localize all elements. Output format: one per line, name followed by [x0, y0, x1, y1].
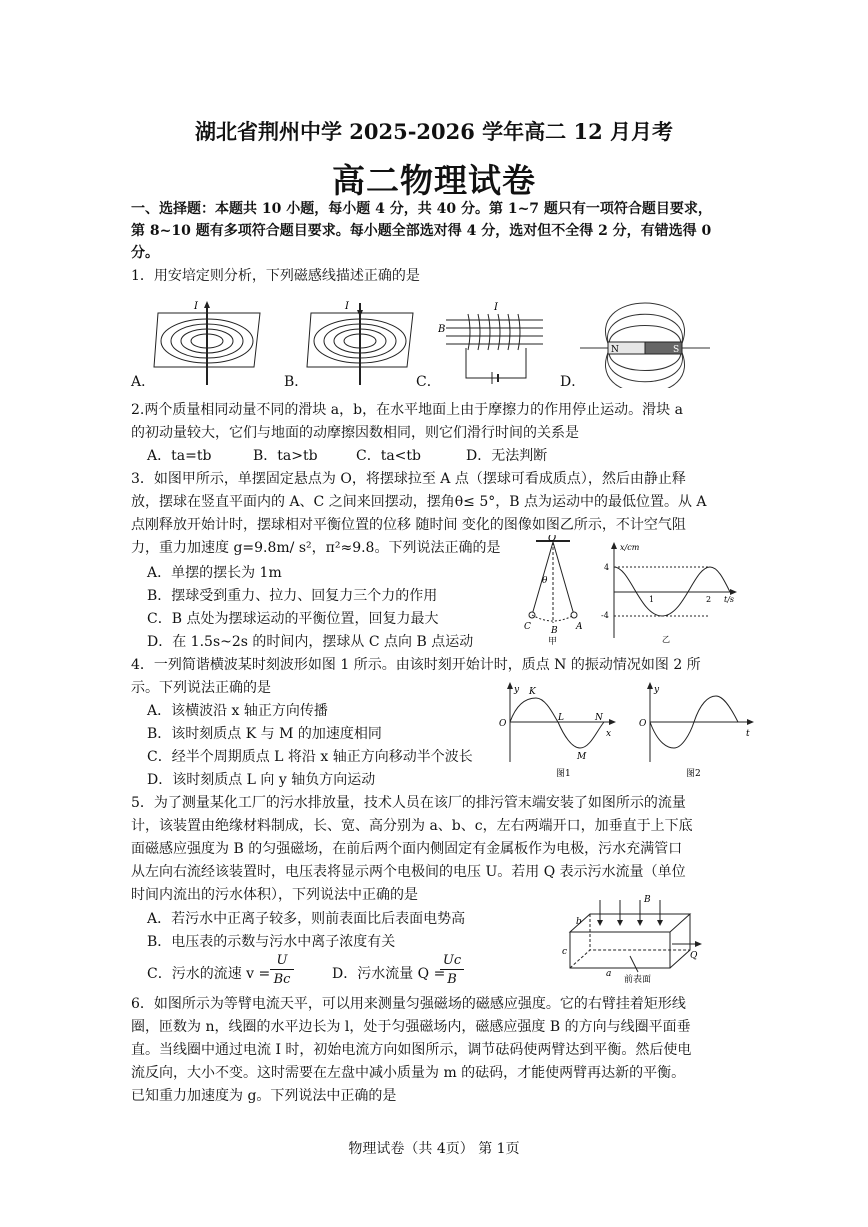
- q3-point-a: A: [576, 622, 583, 632]
- q6-line3: 直。当线圈中通过电流 I 时，初始电流方向如图所示，调节砝码使两臂达到平衡。然后使电: [131, 1042, 692, 1058]
- q3-line3: 点刚释放开始计时，摆球相对平衡位置的位移 随时间 变化的图像如图乙所示，不计空气阻: [131, 517, 686, 533]
- q1c-current-label: I: [494, 302, 498, 313]
- q5-line3: 面磁感应强度为 B 的匀强磁场，在前后两个面内侧固定有金属板作为电极，污水充满管口: [131, 841, 683, 857]
- q1-figure-c: [438, 300, 548, 385]
- q5-option-c-numerator: U: [270, 952, 294, 970]
- q2-line1: 2.两个质量相同动量不同的滑块 a，b，在水平地面上由于摩擦力的作用停止运动。滑块 a: [131, 402, 683, 418]
- q4-wave-figure-1: [496, 680, 622, 780]
- q3-fig-label-yi: 乙: [662, 635, 670, 644]
- q3-point-c: C: [524, 622, 531, 632]
- q3-option-a: A．单摆的摆长为 1m: [147, 565, 282, 581]
- q3-line1: 3．如图甲所示，单摆固定悬点为 O，将摆球拉至 A 点（摆球可看成质点），然后由静止释: [131, 471, 686, 487]
- q5-option-c-denominator: Bc: [273, 972, 291, 987]
- q3-pendulum-figure: [518, 535, 588, 645]
- q4f1-y-label: y: [514, 685, 520, 695]
- q2-option-d: D．无法判断: [466, 448, 548, 464]
- q1d-north-label: N: [611, 345, 619, 355]
- section-heading-line3: 分。: [131, 245, 159, 261]
- q3-graph-ylabel: x/cm: [620, 543, 640, 552]
- q5-line2: 计，该装置由绝缘材料制成，长、宽、高分别为 a、b、c，左右两端开口，加垂直于上下底: [131, 818, 693, 834]
- q3-graph-xlabel: t/s: [724, 595, 735, 604]
- q3-option-c: C．B 点处为摆球运动的平衡位置，回复力最大: [147, 611, 439, 627]
- q4f2-origin: O: [639, 719, 647, 729]
- q5-option-c-prefix: C．污水的流速 v =: [147, 966, 271, 982]
- q5-line1: 5．为了测量某化工厂的污水排放量，技术人员在该厂的排污管末端安装了如图所示的流量: [131, 795, 686, 811]
- q1c-field-label: B: [438, 324, 446, 335]
- page-footer: 物理试卷（共 4页） 第 1页: [348, 1141, 520, 1157]
- section-heading-line1: 一、选择题：本题共 10 小题，每小题 4 分，共 40 分。第 1~7 题只有一项符合题目要求，: [131, 201, 712, 217]
- q1-figure-b: [303, 295, 418, 387]
- q4f1-point-k: K: [529, 687, 536, 697]
- q2-option-c: C．ta<tb: [356, 448, 422, 464]
- q4-wave-figure-2: [636, 680, 760, 780]
- q2-option-b: B．ta>tb: [253, 448, 318, 464]
- q6-line1: 6．如图所示为等臂电流天平，可以用来测量匀强磁场的磁感应强度。它的右臂挂着矩形线: [131, 996, 686, 1012]
- q1b-current-label: I: [345, 301, 349, 312]
- q3-line4: 力，重力加速度 g=9.8m/ s²，π²≈9.8。下列说法正确的是: [131, 540, 501, 556]
- q5-line4: 从左向右流经该装置时，电压表将显示两个电极间的电压 U。若用 Q 表示污水流量（单位: [131, 864, 686, 880]
- q4f1-point-n: N: [595, 713, 603, 723]
- q3-xt-graph: [600, 540, 740, 645]
- q1-stem: 1．用安培定则分析，下列磁感线描述正确的是: [131, 268, 420, 284]
- q2-option-a: A．ta=tb: [147, 448, 212, 464]
- q1-label-b: B．: [284, 374, 309, 390]
- q5-line5: 时间内流出的污水体积），下列说法中正确的是: [131, 887, 418, 903]
- q3-option-b: B．摆球受到重力、拉力、回复力三个力的作用: [147, 588, 438, 604]
- q6-line2: 圈，匝数为 n，线圈的水平边长为 l，处于匀强磁场内，磁感应强度 B 的方向与线圈平面垂: [131, 1019, 691, 1035]
- q4-line1: 4．一列简谐横波某时刻波形如图 1 所示。由该时刻开始计时，质点 N 的振动情况如图 2 所: [131, 657, 701, 673]
- section-heading-line2: 第 8~10 题有多项符合题目要求。每小题全部选对得 4 分，选对但不全得 2 分，有错选得 0: [131, 223, 712, 239]
- paper-title: 高二物理试卷: [332, 161, 536, 200]
- q5-front-surface-label: 前表面: [624, 975, 652, 984]
- q6-line5: 已知重力加速度为 g。下列说法中正确的是: [131, 1088, 397, 1104]
- q1-figure-a: [150, 295, 265, 387]
- q3-graph-xtick-2: 2: [706, 595, 712, 604]
- q3-graph-ytick-4: 4: [604, 563, 610, 572]
- q4f1-point-l: L: [558, 713, 564, 723]
- q4f2-t-label: t: [746, 729, 750, 739]
- q5-dim-b: b: [576, 917, 582, 927]
- q4-option-a: A．该横波沿 x 轴正方向传播: [147, 703, 328, 719]
- q4-line2: 示。下列说法正确的是: [131, 680, 271, 696]
- q1a-current-label: I: [194, 301, 198, 312]
- q5-option-a: A．若污水中正离子较多，则前表面比后表面电势高: [147, 911, 466, 927]
- q1-label-d: D．: [560, 374, 586, 390]
- q4-fig1-caption: 图1: [556, 769, 571, 779]
- school-title: 湖北省荆州中学 2025-2026 学年高二 12 月月考: [194, 119, 674, 144]
- q4f1-point-m: M: [577, 752, 587, 762]
- q3-point-b: B: [551, 626, 558, 636]
- q5-option-d-numerator: Uc: [440, 952, 464, 970]
- q4f1-origin: O: [499, 719, 507, 729]
- q4-option-c: C．经半个周期质点 L 将沿 x 轴正方向移动半个波长: [147, 749, 473, 765]
- q1d-south-label: S: [673, 345, 680, 355]
- q5-option-d-denominator: B: [447, 972, 457, 987]
- q4-option-b: B．该时刻质点 K 与 M 的加速度相同: [147, 726, 382, 742]
- q5-field-label: B: [644, 895, 651, 905]
- q6-line4: 流反向，大小不变。这时需要在左盘中减小质量为 m 的砝码，才能使两臂再达新的平衡。: [131, 1065, 686, 1081]
- q4f1-x-label: x: [606, 729, 612, 739]
- q2-line2: 的初动量较大，它们与地面的动摩擦因数相同，则它们滑行时间的关系是: [131, 425, 579, 441]
- q3-line2: 放，摆球在竖直平面内的 A、C 之间来回摆动，摆角θ≤ 5°，B 点为运动中的最低位置。从 A: [131, 494, 707, 510]
- q5-option-d-prefix: D．污水流量 Q =: [332, 966, 446, 982]
- q5-option-b: B．电压表的示数与污水中离子浓度有关: [147, 934, 396, 950]
- q5-dim-a: a: [606, 969, 612, 979]
- q3-fig-label-jia: 甲: [548, 637, 558, 645]
- q3-pivot-label: O: [548, 535, 557, 544]
- q4f2-y-label: y: [654, 685, 660, 695]
- q3-theta-label: θ: [542, 576, 548, 586]
- q3-option-d: D．在 1.5s~2s 的时间内，摆球从 C 点向 B 点运动: [147, 634, 474, 650]
- q1-label-c: C．: [416, 374, 441, 390]
- q3-graph-xtick-1: 1: [649, 595, 655, 604]
- q5-dim-c: c: [562, 947, 568, 957]
- q1-figure-d: [580, 298, 710, 388]
- q4-fig2-caption: 图2: [686, 769, 701, 779]
- q4-option-d: D．该时刻质点 L 向 y 轴负方向运动: [147, 772, 376, 788]
- q5-flowmeter-figure: [560, 892, 710, 984]
- q3-graph-ytick-neg4: -4: [601, 611, 609, 620]
- q5-flow-label: Q: [690, 951, 698, 961]
- q1-label-a: A．: [131, 374, 156, 390]
